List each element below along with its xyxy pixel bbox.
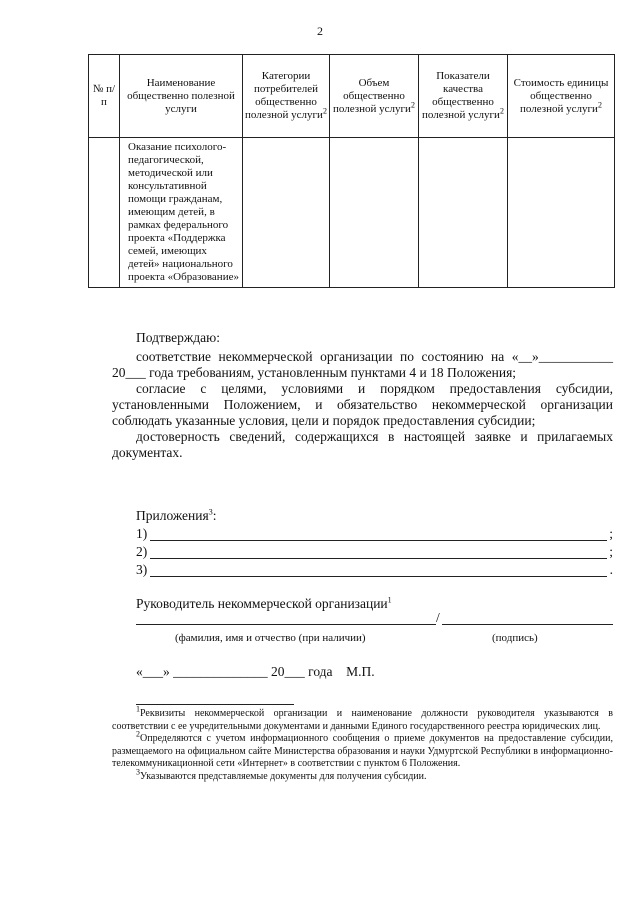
name-signature-line[interactable]: [136, 624, 436, 625]
services-table: [88, 54, 615, 288]
signature-line[interactable]: [442, 624, 613, 625]
cell-cost: [508, 138, 615, 288]
attachment-line-1[interactable]: 1) ;: [136, 526, 613, 541]
footnote-separator: [136, 704, 294, 705]
stamp-mark: М.П.: [346, 664, 375, 679]
header-num: № п/п: [89, 55, 120, 138]
confirm-paragraph-2: согласие с целями, условиями и порядком предоставления субсидии, установленными Положением, и обязательство некоммерческой организации соблюдать указанные условия, цели и порядок предоставления субсидии;: [112, 381, 613, 428]
signature-title: Руководитель некоммерческой организации$^1$: [136, 595, 392, 611]
attachment-line-2[interactable]: 2) ;: [136, 544, 613, 559]
header-consumers: Категории потребителей общественно полезной услуги$^2$: [243, 55, 330, 138]
footnote-3: $^3$Указываются представляемые документы для получения субсидии.: [136, 767, 427, 782]
cell-num: [89, 138, 120, 288]
header-service-name: Наименование общественно полезной услуги: [120, 55, 243, 138]
attachment-fill-1: [150, 540, 607, 541]
header-volume: Объем общественно полезной услуги$^2$: [330, 55, 419, 138]
confirm-paragraph-3: достоверность сведений, содержащихся в настоящей заявке и прилагаемых документах.: [112, 429, 613, 460]
date-line: «___» ______________ 20___ года М.П.: [136, 664, 375, 679]
header-quality: Показатели качества общественно полезной услуги$^2$: [419, 55, 508, 138]
confirm-paragraph-1: соответствие некоммерческой организации по состоянию на «__»___________ 20___ года требованиям, установленным пунктами 4 и 18 Положения;: [112, 349, 613, 380]
cell-quality: [419, 138, 508, 288]
footnotes: [112, 704, 613, 783]
attachments-heading: Приложения$^3$:: [136, 507, 217, 523]
attachment-line-3[interactable]: 3) .: [136, 562, 613, 577]
footnote-1: $^1$Реквизиты некоммерческой организации и наименование должности руководителя указываются в соответствии с ее учредительными документами и данными Единого государственного реестра юридических лиц.: [112, 704, 613, 732]
table-row: [89, 138, 615, 288]
cell-consumers: [243, 138, 330, 288]
attachment-fill-3: [150, 576, 607, 577]
sign-caption: (подпись): [492, 632, 538, 644]
footnote-2: $^2$Определяются с учетом информационного сообщения о приеме документов на предоставление субсидии, размещаемого на официальном сайте Министерства образования и науки Удмуртской Республики в информационно-телекоммуникационной сети «Интернет» в соответствии с пунктом 6 Положения.: [112, 729, 613, 769]
cell-volume: [330, 138, 419, 288]
confirm-heading: Подтверждаю:: [136, 330, 220, 345]
name-caption: (фамилия, имя и отчество (при наличии): [175, 632, 366, 644]
confirm-section: [112, 349, 613, 461]
cell-service-name: Оказание психолого-педагогической, методической или консультативной помощи гражданам, имеющим детей, в рамках федерального проекта «Поддержка семей, имеющих детей» национального проекта «Образование»: [120, 138, 243, 288]
page-number: 2: [317, 24, 323, 38]
header-cost: Стоимость единицы общественно полезной услуги$^2$: [508, 55, 615, 138]
signature-slash: /: [436, 610, 440, 625]
table-header-row: [89, 55, 615, 138]
attachment-fill-2: [150, 558, 607, 559]
